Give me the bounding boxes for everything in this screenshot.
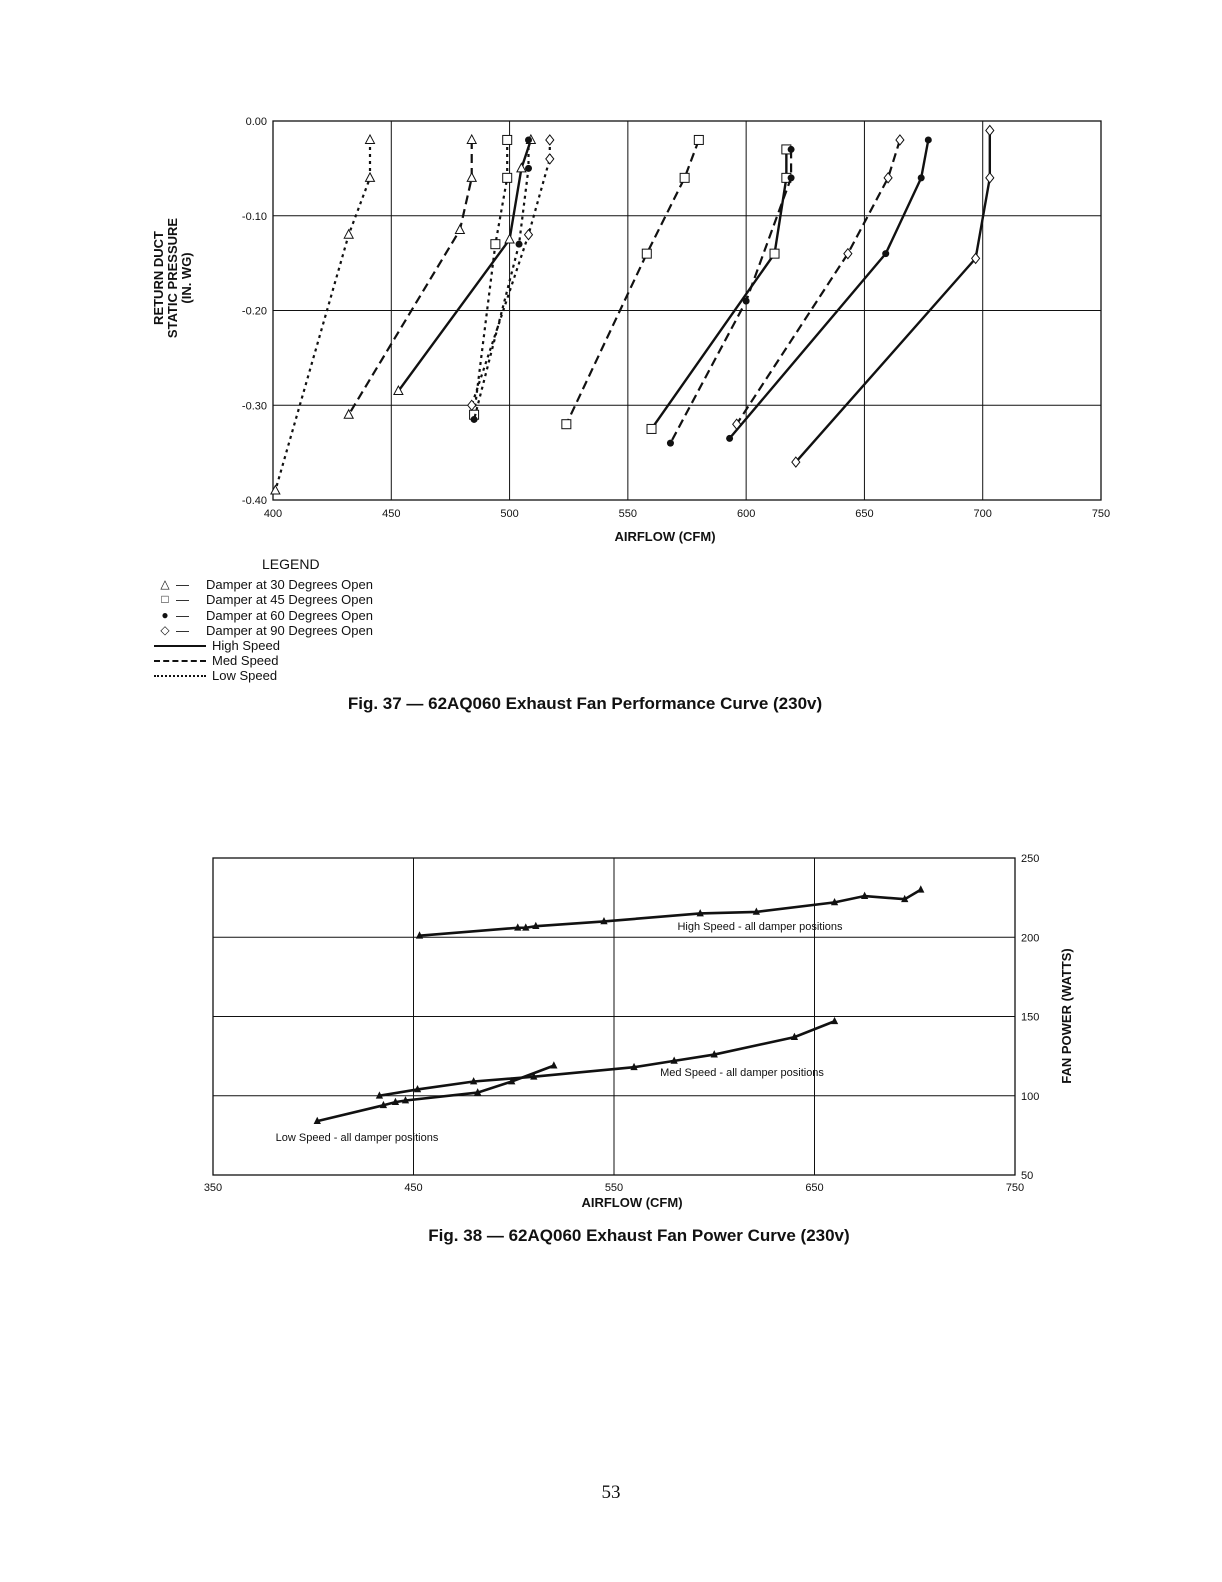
x-tick-label: 750	[1091, 508, 1111, 520]
power-y-axis-label: FAN POWER (WATTS)	[1059, 948, 1074, 1084]
legend-label: Damper at 30 Degrees Open	[206, 577, 373, 593]
legend-item-60-degrees: ● — Damper at 60 Degrees Open	[154, 608, 373, 623]
x-tick-label: 750	[1005, 1182, 1025, 1194]
power-grid	[213, 858, 1015, 1175]
legend-label: Damper at 90 Degrees Open	[206, 622, 373, 638]
y-tick-label: 150	[1021, 1011, 1040, 1024]
y-tick-label: 0.00	[245, 116, 267, 128]
x-tick-label: 450	[382, 508, 401, 520]
x-tick-label: 500	[500, 508, 519, 520]
performance-x-axis-label: AIRFLOW (CFM)	[614, 529, 716, 544]
legend-label: High Speed	[212, 637, 280, 653]
y-tick-label: -0.40	[241, 495, 267, 507]
power-series-line-2	[317, 1066, 554, 1121]
x-tick-label: 600	[736, 508, 756, 520]
svg-text:(IN. WG): (IN. WG)	[179, 252, 194, 304]
power-data-point	[918, 886, 924, 892]
x-tick-label: 700	[973, 508, 992, 520]
x-tick-label: 550	[618, 508, 638, 520]
x-tick-label: 650	[855, 508, 874, 520]
svg-text:RETURN DUCT: RETURN DUCT	[151, 231, 166, 325]
power-series-label-low: Low Speed - all damper positions	[275, 1132, 439, 1144]
y-tick-label: 200	[1021, 932, 1040, 945]
figure-38-caption: Fig. 38 — 62AQ060 Exhaust Fan Power Curve (230v)	[428, 1226, 850, 1245]
power-series-line-1	[379, 1021, 834, 1095]
legend-item-45-degrees: □ — Damper at 45 Degrees Open	[154, 592, 373, 607]
legend-title: LEGEND	[262, 556, 320, 572]
power-series-label-med: Med Speed - all damper positions	[660, 1067, 824, 1079]
legend-label: Damper at 45 Degrees Open	[206, 592, 373, 608]
triangle-icon: △	[160, 577, 170, 592]
square-icon: □	[161, 592, 169, 607]
filled-circle-icon: ●	[161, 607, 169, 622]
y-tick-label: -0.10	[241, 210, 267, 223]
svg-text:STATIC PRESSURE: STATIC PRESSURE	[165, 217, 180, 339]
figure-37-caption: Fig. 37 — 62AQ060 Exhaust Fan Performance Curve (230v)	[347, 694, 823, 713]
x-tick-label: 450	[404, 1182, 423, 1194]
y-tick-label: -0.30	[241, 400, 267, 413]
x-tick-label: 350	[203, 1182, 223, 1194]
power-x-axis-label: AIRFLOW (CFM)	[581, 1195, 683, 1210]
legend-label: Med Speed	[212, 653, 279, 669]
y-tick-label: 250	[1021, 853, 1040, 865]
y-tick-label: -0.20	[241, 305, 267, 318]
y-tick-label: 50	[1021, 1170, 1034, 1182]
x-tick-label: 650	[805, 1182, 824, 1194]
legend-label: Damper at 60 Degrees Open	[206, 607, 373, 623]
legend-item-30-degrees: △ — Damper at 30 Degrees Open	[154, 577, 373, 592]
power-series-label-high: High Speed - all damper positions	[677, 921, 843, 933]
y-tick-label: 100	[1021, 1090, 1040, 1103]
diamond-icon: ◇	[160, 622, 170, 637]
legend-item-90-degrees: ◇ — Damper at 90 Degrees Open	[154, 623, 373, 638]
legend-label: Low Speed	[212, 668, 278, 684]
x-tick-label: 400	[263, 508, 283, 520]
power-series-line-0	[420, 890, 921, 936]
x-tick-label: 550	[604, 1182, 624, 1194]
page-number: 53	[601, 1482, 621, 1503]
